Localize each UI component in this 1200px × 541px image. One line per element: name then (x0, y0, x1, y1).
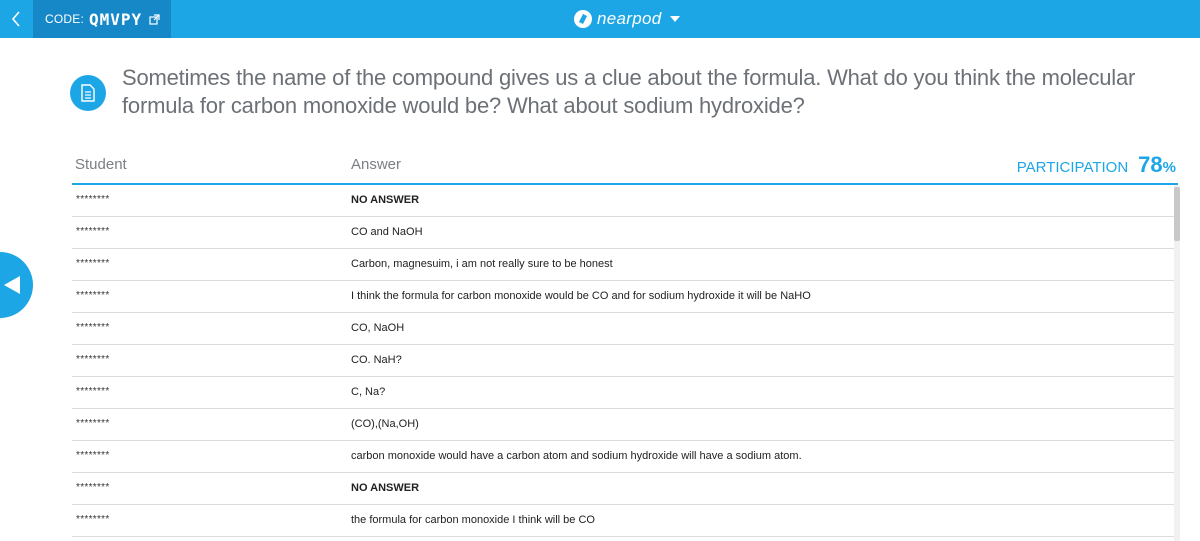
student-name: ******** (76, 354, 110, 365)
answer-list (72, 185, 1174, 537)
previous-slide-button[interactable] (0, 252, 33, 318)
table-row[interactable] (72, 249, 1174, 281)
student-name: ******** (76, 418, 110, 429)
chevron-left-icon (11, 10, 21, 28)
back-button[interactable] (0, 0, 32, 38)
answer-text: the formula for carbon monoxide I think will be CO (351, 514, 595, 526)
triangle-left-icon (4, 276, 20, 294)
student-name: ******** (76, 322, 110, 333)
table-row[interactable] (72, 281, 1174, 313)
table-row[interactable] (72, 409, 1174, 441)
document-icon (80, 84, 96, 102)
table-row[interactable] (72, 473, 1174, 505)
table-row[interactable] (72, 185, 1174, 217)
table-row[interactable] (72, 313, 1174, 345)
student-name: ******** (76, 290, 110, 301)
participation-label: PARTICIPATION (1016, 159, 1129, 176)
answer-text: CO and NaOH (351, 226, 423, 238)
brand-menu[interactable] (573, 0, 680, 38)
code-label: CODE: (45, 12, 85, 26)
student-name: ******** (76, 226, 110, 237)
session-code-button[interactable] (33, 0, 171, 38)
code-value: QMVPY (89, 9, 143, 29)
student-name: ******** (76, 194, 110, 205)
table-row[interactable] (72, 217, 1174, 249)
participation-indicator (1017, 152, 1176, 178)
participation-value: 78 (1138, 152, 1163, 177)
answer-text: (CO),(Na,OH) (351, 418, 419, 430)
question-text: Sometimes the name of the compound gives us a clue about the formula. What do you think the molecular formula for carbon monoxide would be? What about sodium hydroxide? (122, 65, 1136, 118)
table-row[interactable] (72, 441, 1174, 473)
nearpod-logo-icon (573, 9, 593, 29)
question-type-icon (70, 75, 106, 111)
external-link-icon (149, 14, 160, 25)
answer-text: CO. NaH? (351, 354, 402, 366)
answer-text: I think the formula for carbon monoxide would be CO and for sodium hydroxide it will be NaHO (351, 290, 811, 302)
answer-text: Carbon, magnesuim, i am not really sure to be honest (351, 258, 613, 270)
brand-name: nearpod (597, 9, 662, 28)
participation-unit: % (1162, 159, 1176, 176)
top-bar (0, 0, 1200, 38)
scrollbar-thumb[interactable] (1174, 187, 1180, 241)
student-name: ******** (76, 386, 110, 397)
column-header-student: Student (75, 156, 127, 173)
caret-down-icon (670, 16, 680, 22)
student-name: ******** (76, 258, 110, 269)
answer-text: carbon monoxide would have a carbon atom and sodium hydroxide will have a sodium atom. (351, 450, 802, 462)
answer-text: CO, NaOH (351, 322, 405, 334)
answer-text: NO ANSWER (351, 482, 420, 494)
student-name: ******** (76, 514, 110, 525)
column-header-answer: Answer (351, 156, 402, 173)
student-name: ******** (76, 482, 110, 493)
answer-text: NO ANSWER (351, 194, 420, 206)
student-name: ******** (76, 450, 110, 461)
table-row[interactable] (72, 505, 1174, 537)
answer-text: C, Na? (351, 386, 386, 398)
scrollbar[interactable] (1174, 185, 1180, 541)
table-row[interactable] (72, 345, 1174, 377)
table-row[interactable] (72, 377, 1174, 409)
